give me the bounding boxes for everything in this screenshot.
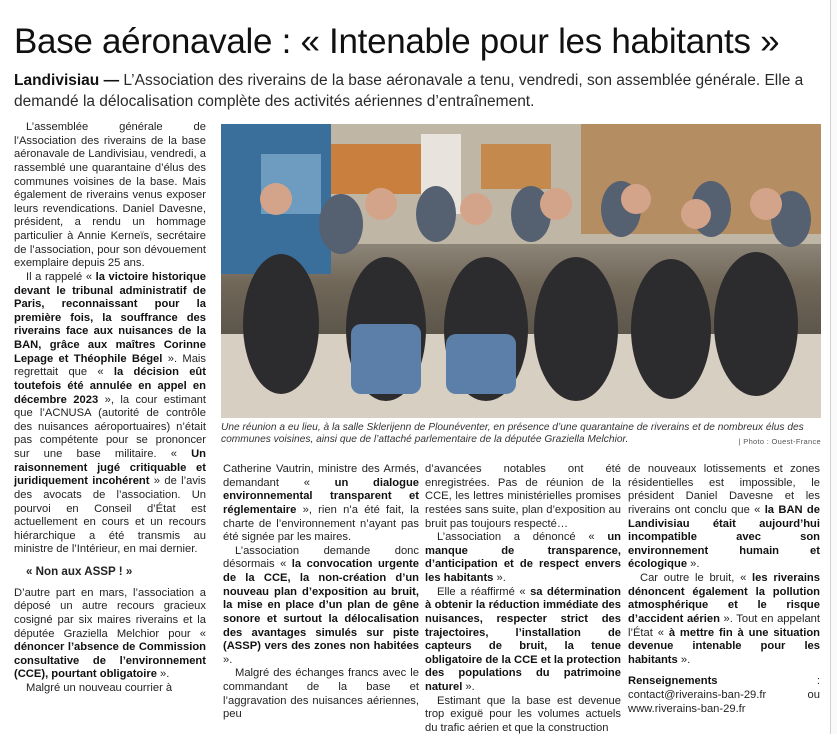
paragraph: de nouveaux lotissements et zones résidentielles est impossible, le président Daniel Davesne et les riverains ont conclu que « la BAN de Landivisiau était aujourd’hui incompatible avec son environnement humain et écologique ». [628, 463, 820, 571]
article-column-1 [14, 121, 206, 696]
caption-text: Une réunion a eu lieu, à la salle Sklerijenn de Plounéventer, en présence d’une quarantaine de riverains et de nombreux élus des communes voisines, ainsi que de l’attaché parlementaire de la députée Graziella Melchior. [221, 422, 804, 446]
meeting-photo [221, 124, 821, 418]
photo-illustration [221, 124, 821, 418]
paragraph: Car outre le bruit, « les riverains dénoncent également la pollution atmosphérique et le risque d’accident aérien ». Tout en appelant l’État « à mettre fin à une situation devenue intenable pour les habitants ». [628, 572, 821, 666]
paragraph: Il a rappelé « la victoire historique devant le tribunal administratif de Paris, reconnaissant pour la première fois, la souffrance des riverains face aux nuisances de la BAN, grâce aux maîtres Corinne Lepage et Théophile Bégel ». Mais regrettait que « la décision eût toutefois été annulée en appel en décembre 2023 », la cour estimant que l’ACNUSA (autorité de contrôle des nuisances aéroportuaires) n’était pas compétente pour se prononcer sur une base militaire. « Un raisonnement jugé critiquable et juridiquement incohérent » de l’avis des avocats de l’association. Un pourvoi en Conseil d’État est actuellement en cours et un recours hiérarchique a été transmis au ministre de l’Intérieur, en mai dernier. [14, 270, 207, 556]
article-column-2 [223, 463, 419, 722]
paragraph: Estimant que la base est devenue trop exiguë pour les volumes actuels du trafic aérien et que la construction [425, 694, 621, 734]
paragraph: Malgré des échanges francs avec le commandant de la base et l’aggravation des nuisances aériennes, peu [223, 667, 419, 721]
contact-label: Renseignements [628, 675, 718, 688]
article-column-4 [628, 463, 820, 716]
article-lede [14, 70, 819, 112]
paragraph: L’association a dénoncé « un manque de transparence, d’anticipation et de respect envers les habitants ». [425, 531, 621, 584]
paragraph: Malgré un nouveau courrier à [26, 682, 173, 694]
paragraph: D’autre part en mars, l’association a déposé un autre recours gracieux cosigné par six maires riverains et la députée Graziella Melchior pour « dénoncer l’absence de Commission consultative de l’environnement (CCE), pourtant obligatoire ». [14, 586, 206, 681]
paragraph: L’assemblée générale de l’Association des riverains de la base aéronavale de Landivisiau, vendredi, a rassemblé une quarantaine d’élus des communes voisines de la base. Mais également de riverains venus exposer leurs revendications. Daniel Davesne, président, a rendu un hommage particulier à Annie Kerneïs, secrétaire de l’association, pour son dévouement exemplaire depuis 25 ans. [14, 121, 206, 270]
article-column-3 [425, 463, 621, 736]
paragraph: Catherine Vautrin, ministre des Armés, demandant « un dialogue environnemental transparent et réglementaire », rien n’a été fait, la charte de l’environnement n’ayant pas été signée par les maires. [223, 463, 419, 544]
subheading: « Non aux ASSP ! » [26, 565, 133, 578]
paragraph: d’avancées notables ont été enregistrées. Pas de réunion de la CCE, les lettres ministérielles promises restées sans suite, plan d’exposition au bruit pas toujours respecté… [425, 463, 621, 530]
contact-text: : contact@riverains-ban-29.fr ou www.riverains-ban-29.fr [628, 675, 820, 715]
lede-dateline: Landivisiau — [14, 72, 120, 89]
article-headline: Base aéronavale : « Intenable pour les habitants » [14, 22, 780, 61]
adjacent-article-edge [830, 0, 837, 734]
photo-credit: | Photo : Ouest-France [738, 437, 821, 447]
paragraph: Elle a réaffirmé « sa détermination à obtenir la réduction immédiate des nuisances, respecter strict des trajectoires, l’installation de capteurs de bruit, la tenue obligatoire de la CCE et la protection des populations du patrimoine naturel ». [425, 585, 621, 693]
photo-caption [221, 422, 821, 449]
lede-text: L’Association des riverains de la base aéronavale a tenu, vendredi, son assemblée générale. Elle a demandé la délocalisation complète des activités aériennes d’entraînement. [14, 72, 804, 110]
contact-info [628, 675, 820, 716]
paragraph: L’association demande donc désormais « la convocation urgente de la CCE, la non-création d’un nouveau plan d’exposition au bruit, la mise en place d’un plan de gêne sonore et surtout la délocalisation des avantages simulés sur piste (ASSP) vers des zones non habitées ». [223, 544, 420, 666]
